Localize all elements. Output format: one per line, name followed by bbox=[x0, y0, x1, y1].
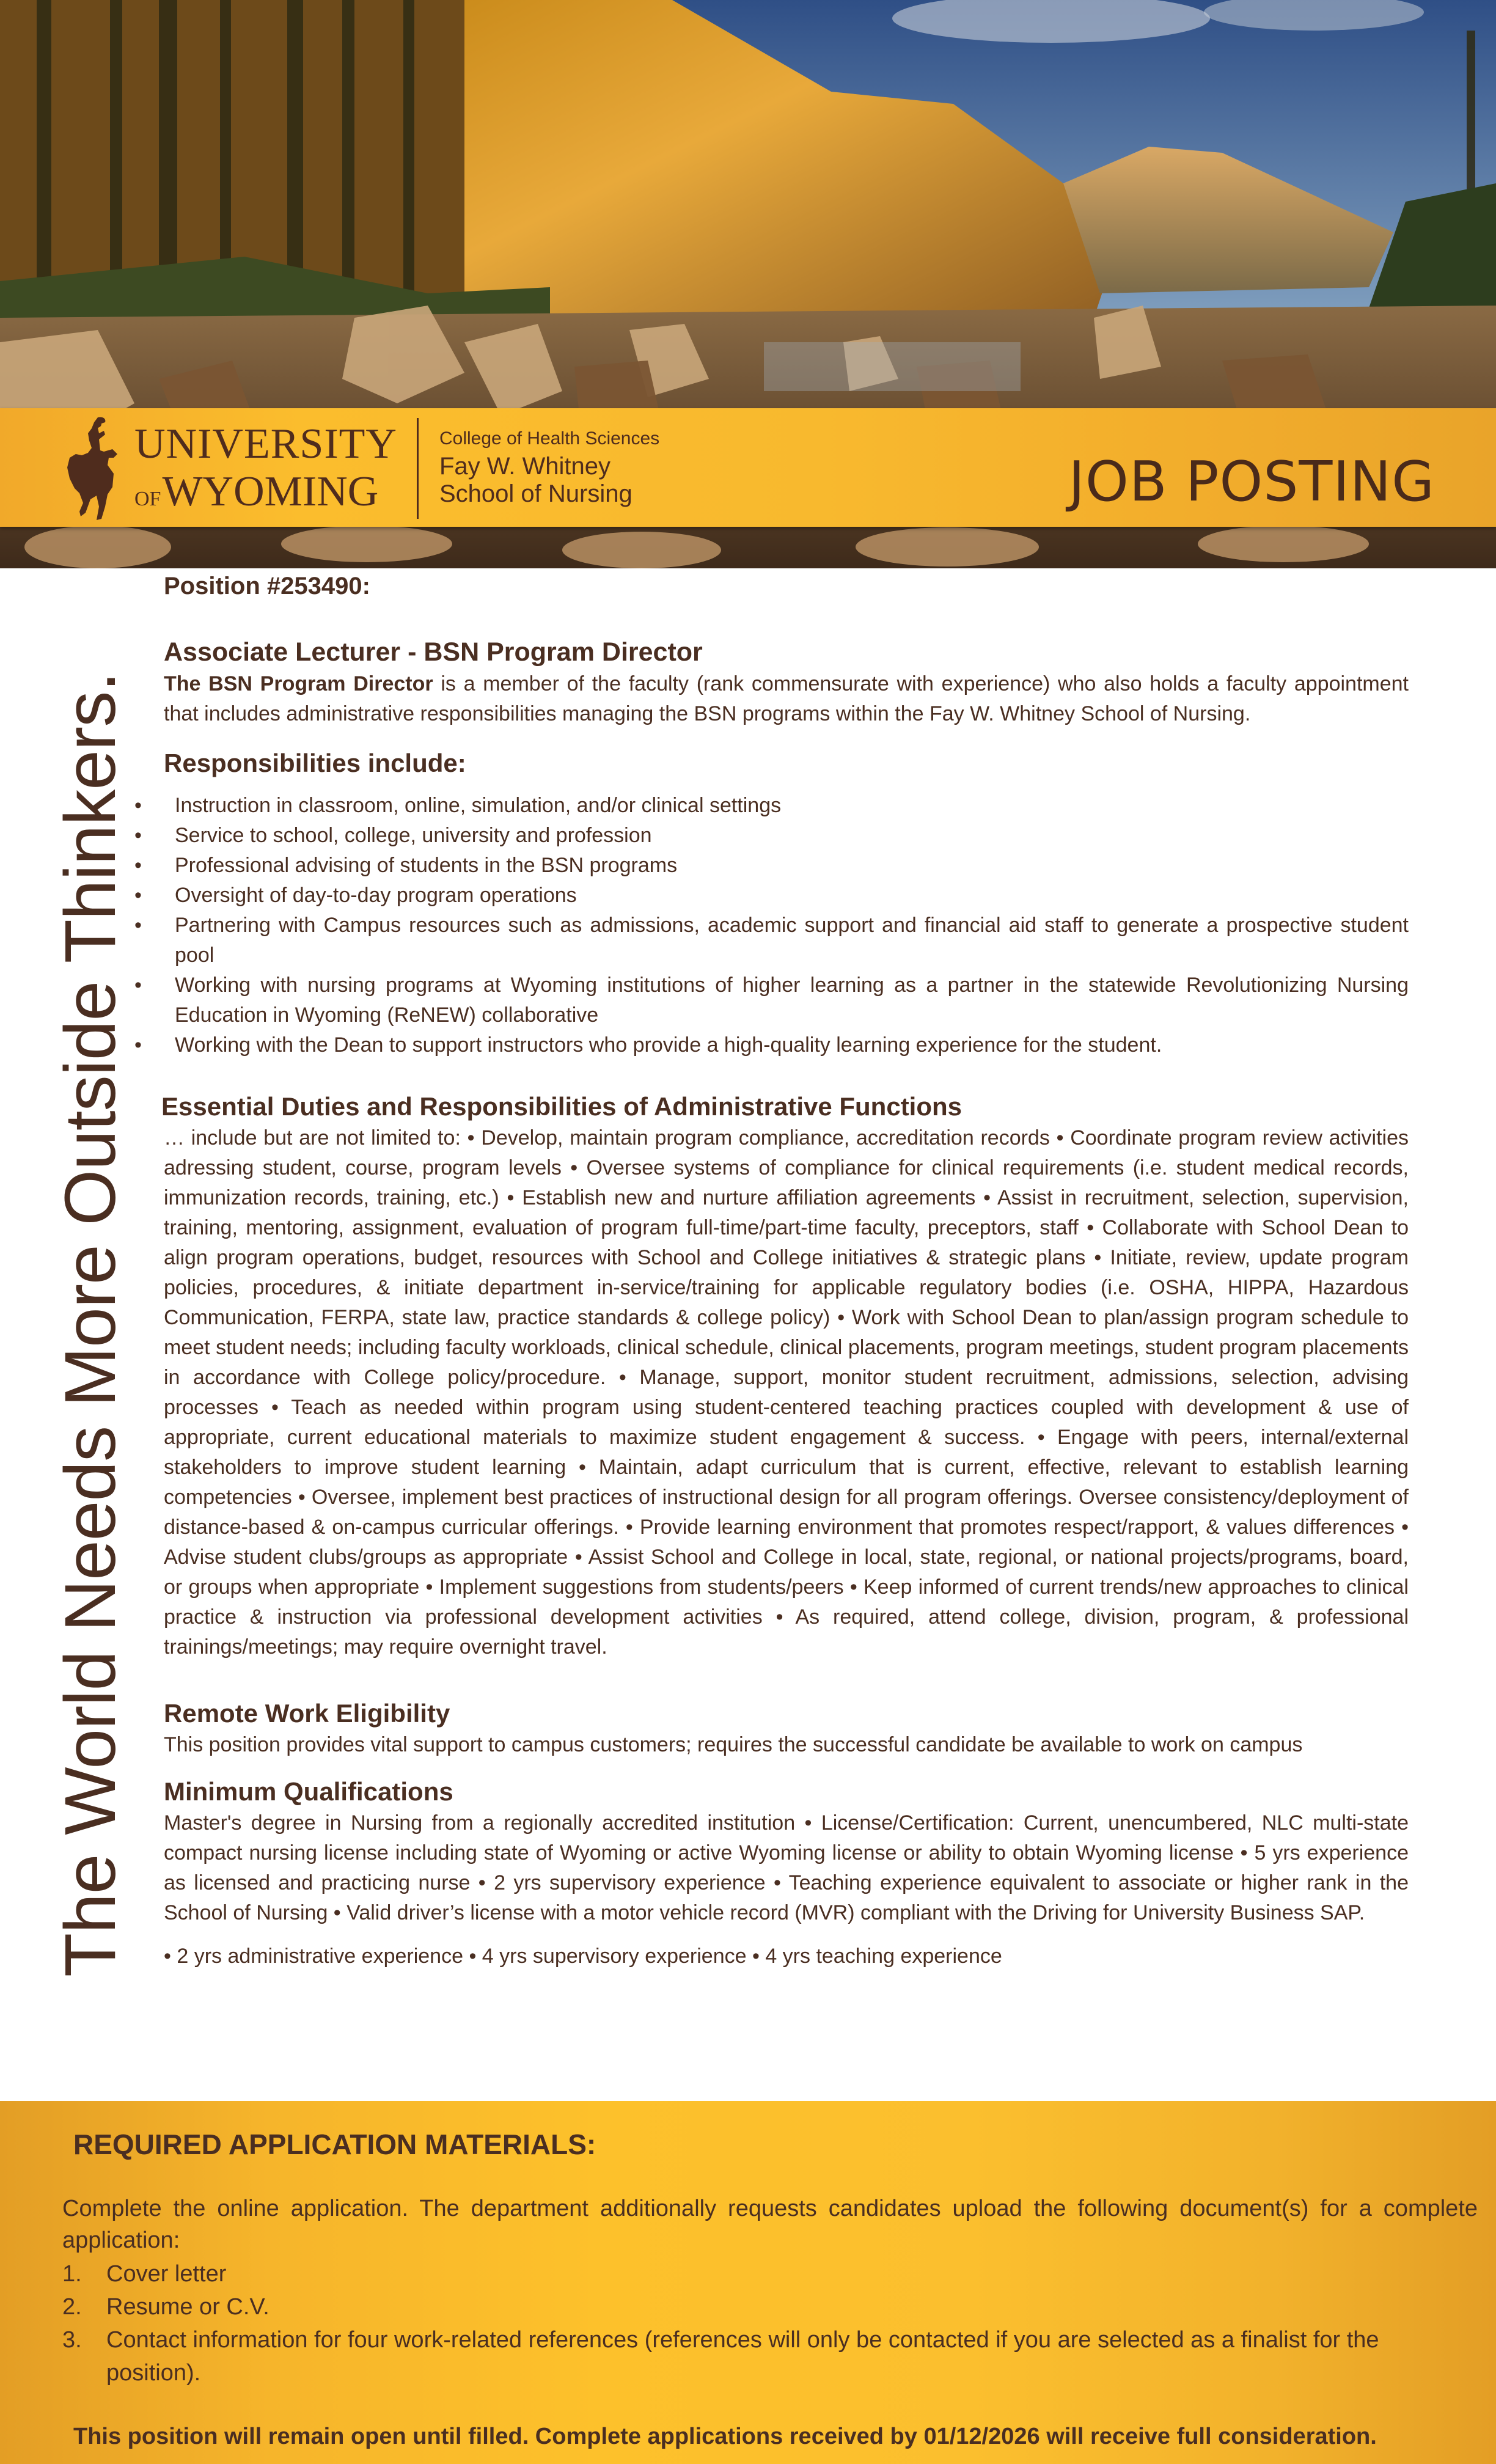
essential-duties-heading: Essential Duties and Responsibilities of Administrative Functions bbox=[161, 1092, 963, 1121]
school-wordmark bbox=[439, 428, 659, 507]
intro-bold-lead: The BSN Program Director bbox=[164, 672, 433, 695]
list-number: 3. bbox=[62, 2327, 82, 2353]
list-number: 2. bbox=[62, 2294, 82, 2320]
minimum-qualifications-text: Master's degree in Nursing from a regionally accredited institution • License/Certification: Current, unencumbered, NLC multi-state compact nursing license including state of Wyoming or active Wyoming license or ability to obtain Wyoming license • 5 yrs experience as licensed and practicing nurse • 2 yrs supervisory experience • Teaching experience equivalent to associate or higher rank in the School of Nursing • Valid driver’s license with a motor vehicle record (MVR) compliant with the Driving for University Business SAP. bbox=[164, 1811, 1409, 1924]
list-item-text: Cover letter bbox=[106, 2261, 227, 2287]
intro-paragraph bbox=[164, 669, 1409, 729]
list-item bbox=[130, 851, 1409, 881]
header-banner bbox=[0, 408, 1496, 527]
college-name: College of Health Sciences bbox=[439, 428, 660, 449]
school-name-line1: Fay W. Whitney bbox=[439, 453, 611, 480]
intro-text: is a member of the faculty (rank commensurate with experience) who also holds a faculty appointment that includes administrative responsibilities managing the BSN programs within the Fay W. Whitney School of Nursing. bbox=[164, 672, 1409, 725]
closing-statement: This position will remain open until filled. Complete applications received by 01/12/2026 will receive full consideration. bbox=[73, 2424, 1377, 2449]
banner-title: JOB POSTING bbox=[1068, 450, 1435, 514]
list-item bbox=[62, 2290, 1478, 2323]
list-item-text: Working with nursing programs at Wyoming institutions of higher learning as a partner in the statewide Revolutionizing Nursing Education in Wyoming (ReNEW) collaborative bbox=[175, 974, 1409, 1027]
university-name-line2: WYOMING bbox=[162, 468, 379, 515]
school-name-line2: School of Nursing bbox=[439, 480, 632, 507]
job-title: Associate Lecturer - BSN Program Director bbox=[164, 637, 703, 667]
logo-divider bbox=[417, 418, 419, 519]
list-item bbox=[130, 821, 1409, 851]
list-item-text: Contact information for four work-related references (references will only be contacted if you are selected as a finalist for the position). bbox=[106, 2327, 1379, 2386]
additional-qualifications: • 2 yrs administrative experience • 4 yrs supervisory experience • 4 yrs teaching experience bbox=[164, 1945, 1002, 1968]
application-materials-heading: REQUIRED APPLICATION MATERIALS: bbox=[73, 2128, 596, 2160]
list-item bbox=[130, 911, 1409, 970]
list-item-text: Oversight of day-to-day program operations bbox=[175, 884, 577, 907]
university-name-line1: UNIVERSITY bbox=[134, 420, 397, 468]
list-item-text: Instruction in classroom, online, simulation, and/or clinical settings bbox=[175, 794, 782, 817]
list-item bbox=[130, 881, 1409, 911]
university-logo[interactable] bbox=[61, 419, 659, 517]
university-name-of: OF bbox=[134, 488, 161, 510]
list-item-text: Partnering with Campus resources such as admissions, academic support and financial aid staff to generate a prospective student pool bbox=[175, 914, 1409, 967]
bullet-icon: • bbox=[134, 974, 142, 997]
materials-list bbox=[62, 2257, 1478, 2389]
list-item bbox=[130, 791, 1409, 821]
vertical-tagline: The World Needs More Outside Thinkers. bbox=[50, 672, 131, 1977]
list-item bbox=[62, 2257, 1478, 2290]
responsibilities-list bbox=[130, 791, 1409, 1060]
bullet-icon: • bbox=[134, 824, 142, 847]
responsibilities-heading: Responsibilities include: bbox=[164, 749, 466, 777]
remote-work-text: This position provides vital support to campus customers; requires the successful candidate be available to work on campus bbox=[164, 1733, 1303, 1756]
list-item bbox=[62, 2323, 1478, 2389]
list-item bbox=[130, 970, 1409, 1030]
application-materials-footer bbox=[0, 2101, 1496, 2464]
remote-work-heading: Remote Work Eligibility bbox=[164, 1699, 450, 1728]
bullet-icon: • bbox=[134, 914, 142, 937]
list-item-text: Service to school, college, university and profession bbox=[175, 824, 652, 847]
list-item-text: Professional advising of students in the BSN programs bbox=[175, 854, 678, 877]
essential-duties-text: … include but are not limited to: • Develop, maintain program compliance, accreditation records • Coordinate program review activities adressing student, course, program levels • Oversee systems of compliance for clinical requirements (i.e. student medical records, immunization records, training, etc.) • Establish new and nurture affiliation agreements • Assist in recruitment, selection, supervision, training, mentoring, assignment, evaluation of program full-time/part-time faculty, preceptors, staff • Collaborate with School Dean to align program operations, budget, resources with School and College initiatives & strategic plans • Initiate, review, update program policies, procedures, & initiate department in-service/training for applicable regulatory bodies (i.e. OSHA, HIPPA, Hazardous Communication, FERPA, state law, practice standards & college policy) • Work with School Dean to plan/assign program schedule to meet student needs; including faculty workloads, clinical schedule, clinical placements, program meetings, student program placements in accordance with College policy/procedure. • Manage, support, monitor student recruitment, admissions, selection, advising processes • Teach as needed within program using student-centered teaching practices coupled with development & use of appropriate, current educational materials to maximize student engagement & success. • Engage with peers, internal/external stakeholders to improve student learning • Maintain, adapt curriculum that is current, effective, relevant to establish learning competencies • Oversee, implement best practices of instructional design for all program offerings. Oversee consistency/deployment of distance-based & on-campus curricular offerings. • Provide learning environment that promotes respect/rapport, & values differences • Advise student clubs/groups as appropriate • Assist School and College in local, state, regional, or national projects/programs, board, or groups when appropriate • Implement suggestions from students/peers • Keep informed of current trends/new approaches to clinical practice & instruction via professional development activities • As required, attend college, division, program, & professional trainings/meetings; may require overnight travel. bbox=[164, 1126, 1409, 1659]
bullet-icon: • bbox=[134, 1033, 142, 1057]
bucking-horse-rider-icon bbox=[61, 415, 128, 522]
list-item-text: Resume or C.V. bbox=[106, 2294, 270, 2320]
list-item bbox=[130, 1030, 1409, 1060]
position-number: Position #253490: bbox=[164, 573, 370, 600]
bullet-icon: • bbox=[134, 884, 142, 907]
list-item-text: Working with the Dean to support instructors who provide a high-quality learning experience for the student. bbox=[175, 1033, 1162, 1057]
university-wordmark bbox=[134, 420, 397, 515]
minimum-qualifications-heading: Minimum Qualifications bbox=[164, 1777, 453, 1806]
list-number: 1. bbox=[62, 2261, 82, 2287]
application-instructions: Complete the online application. The department additionally requests candidates upload the following document(s) for a complete application: bbox=[62, 2196, 1478, 2253]
bullet-icon: • bbox=[134, 794, 142, 817]
bullet-icon: • bbox=[134, 854, 142, 877]
posting-content bbox=[134, 571, 1409, 1971]
